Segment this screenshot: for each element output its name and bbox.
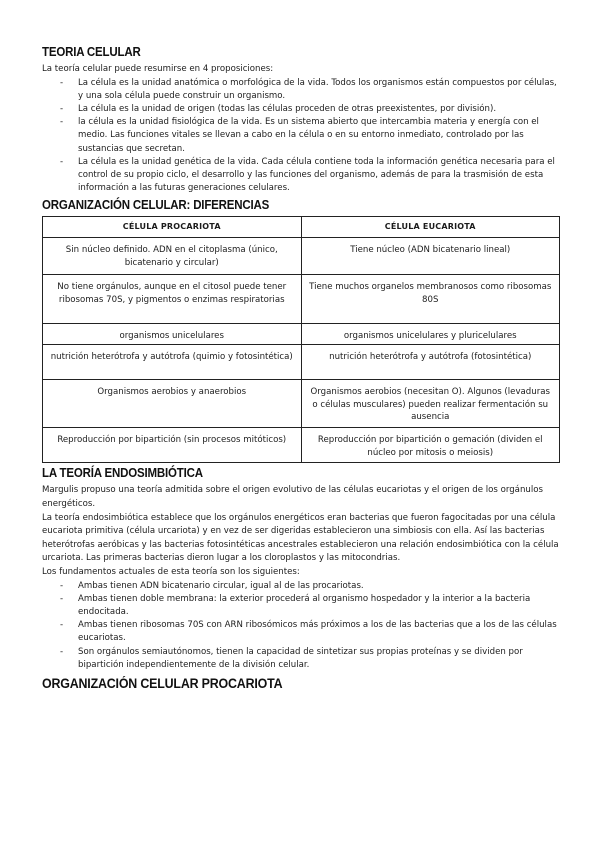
table-row [43,345,560,380]
list-item: - La célula es la unidad de origen (todas las células proceden de otras preexistentes, por división). [42,103,560,116]
table-cell: organismos unicelulares [43,324,302,345]
list-item: - Ambas tienen doble membrana: la exterior procederá al organismo hospedador y la interior a la bacteria endocitada. [42,593,560,619]
list-item: - La célula es la unidad anatómica o morfológica de la vida. Todos los organismos están compuestos por células, y una sola célula puede construir un organismo. [42,77,560,103]
list-item: - la célula es la unidad fisiológica de la vida. Es un sistema abierto que intercambia materia y energía con el medio. Las funciones vitales se llevan a cabo en la célula o en su entorno inmediato, controlado por las sustancias que secretan. [42,116,560,156]
list-item: - Son orgánulos semiautónomos, tienen la capacidad de sintetizar sus propias proteínas y se dividen por bipartición independientemente de la división celular. [42,646,560,672]
table-cell: Tiene muchos organelos membranosos como ribosomas 80S [301,275,560,324]
section-title-organizacion-diferencias: ORGANIZACIÓN CELULAR: DIFERENCIAS [42,198,270,213]
list-item: - Ambas tienen ribosomas 70S con ARN ribosómicos más próximos a los de las bacterias que a los de las células eucariotas. [42,619,560,645]
table-cell: nutrición heterótrofa y autótrofa (fotosintética) [301,345,560,380]
table-cell: Reproducción por bipartición o gemación (dividen el núcleo por mitosis o meiosis) [301,428,560,463]
endosimbiotica-paragraph: La teoría endosimbiótica establece que los orgánulos energéticos eran bacterias que fueron fagocitadas por una célula eucariota primitiva (célula urcariota) y en vez de ser digeridas establecieron una simbiosis con ella. Así las bacterias heterótrofas aeróbicas y las bacterias fotosintéticas ancestrales establecieron una relación endosimbiótica con la célula urcariota. Las primeras bacterias dieron lugar a los cloroplastos y las mitocondrias. [42,512,559,564]
table-cell: Organismos aerobios (necesitan O). Algunos (levaduras o células musculares) pueden realizar fermentación su ausencia [301,380,560,428]
list-item: - La célula es la unidad genética de la vida. Cada célula contiene toda la información genética necesaria para el control de su propio ciclo, el desarrollo y las funciones del organismo, además de para la trasmisión de esta información a las futuras generaciones celulares. [42,156,560,196]
table-row [43,275,560,324]
header-eucariota: CÉLULA EUCARIOTA [301,217,560,238]
table-row [43,428,560,463]
list-item: - Ambas tienen ADN bicatenario circular, igual al de las procariotas. [42,580,560,593]
table-cell: Tiene núcleo (ADN bicatenario lineal) [301,238,560,275]
document-page [42,44,560,692]
table-cell: nutrición heterótrofa y autótrofa (quimio y fotosintética) [43,345,302,380]
endosimbiotica-paragraph: Margulis propuso una teoría admitida sobre el origen evolutivo de las células eucariotas y el origen de los orgánulos energéticos. [42,485,543,510]
teoria-celular-list [42,77,560,196]
section-title-teoria-endosimbiotica: LA TEORÍA ENDOSIMBIÓTICA [42,466,203,481]
table-cell: organismos unicelulares y pluricelulares [301,324,560,345]
header-procariota: CÉLULA PROCARIOTA [43,217,302,238]
table-row [43,380,560,428]
differences-table [42,216,560,463]
section-title-organizacion-procariota: ORGANIZACIÓN CELULAR PROCARIOTA [42,676,283,691]
table-row [43,324,560,345]
table-cell: Reproducción por bipartición (sin procesos mitóticos) [43,428,302,463]
teoria-celular-intro: La teoría celular puede resumirse en 4 proposiciones: [42,64,274,74]
table-cell: Sin núcleo definido. ADN en el citoplasma (único, bicatenario y circular) [43,238,302,275]
table-header-row [43,217,560,238]
endosimbiotica-list [42,580,560,672]
section-title-teoria-celular: TEORIA CELULAR [42,45,141,59]
endosimbiotica-paragraph: Los fundamentos actuales de esta teoría son los siguientes: [42,566,300,577]
table-row [43,238,560,275]
table-cell: No tiene orgánulos, aunque en el citosol puede tener ribosomas 70S, y pigmentos o enzimas respiratorias [43,275,302,324]
table-cell: Organismos aerobios y anaerobios [43,380,302,428]
